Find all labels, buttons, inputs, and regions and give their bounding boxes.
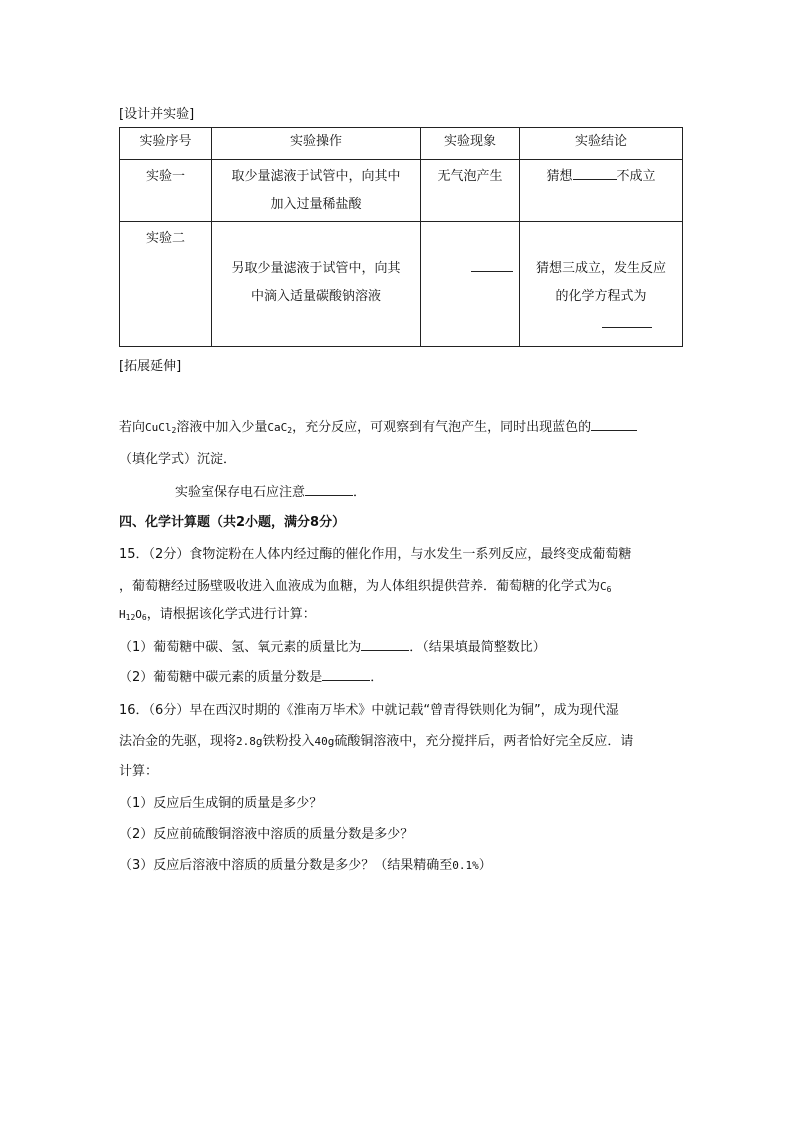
extension-heading: [拓展延伸] <box>119 359 182 374</box>
answer-blank[interactable] <box>471 257 513 272</box>
experiment-phenomenon <box>421 222 520 347</box>
design-heading: [设计并实验] <box>119 107 195 122</box>
q15-line1: 15．（2分）食物淀粉在人体内经过酶的催化作用，与水发生一系列反应，最终变成葡萄糖 <box>119 547 632 562</box>
extension-paragraph: 若向CuCl$_2$溶液中加入少量CaC$_2$，充分反应，可观察到有气泡产生，同时出现蓝色的 <box>119 416 637 435</box>
q16-sub2: （2）反应前硫酸铜溶液中溶质的质量分数是多少？ <box>119 827 414 842</box>
q16-line1: 16．（6分）早在西汉时期的《淮南万毕术》中就记载“曾青得铁则化为铜”，成为现代湿 <box>119 703 619 718</box>
q16-sub3: （3）反应后溶液中溶质的质量分数是多少？（结果精确至0.1%） <box>119 858 492 873</box>
q16-line2: 法冶金的先驱，现将2.8g铁粉投入40g硫酸铜溶液中，充分搅拌后，两者恰好完全反应．请 <box>119 734 634 749</box>
extension-paragraph-line2: （填化学式）沉淀． <box>119 452 237 467</box>
table-header-row <box>120 128 683 160</box>
header-cell: 实验序号 <box>120 128 212 160</box>
header-cell: 实验结论 <box>520 128 683 160</box>
experiment-table <box>119 127 683 347</box>
answer-blank[interactable] <box>305 481 353 496</box>
header-cell: 实验现象 <box>421 128 520 160</box>
experiment-operation: 取少量滤液于试管中，向其中 加入过量稀盐酸 <box>212 160 421 222</box>
answer-blank[interactable] <box>591 416 637 431</box>
experiment-conclusion: 猜想三成立，发生反应 的化学方程式为 <box>520 222 683 347</box>
experiment-conclusion: 猜想 不成立 <box>520 160 683 222</box>
answer-blank[interactable] <box>573 165 617 180</box>
table-row <box>120 160 683 222</box>
q15-line2: ，葡萄糖经过肠壁吸收进入血液成为血糖，为人体组织提供营养．葡萄糖的化学式为$C_6$ <box>119 579 612 594</box>
answer-blank[interactable] <box>602 313 652 328</box>
extension-storage-note: 实验室保存电石应注意 ． <box>175 481 366 500</box>
q15-sub1: （1）葡萄糖中碳、氢、氧元素的质量比为 ．（结果填最简整数比） <box>119 636 546 655</box>
header-cell: 实验操作 <box>212 128 421 160</box>
experiment-id: 实验一 <box>120 160 212 222</box>
experiment-phenomenon: 无气泡产生 <box>421 160 520 222</box>
section-title: 四、化学计算题（共2小题，满分8分） <box>119 515 346 530</box>
experiment-operation: 另取少量滤液于试管中，向其 中滴入适量碳酸钠溶液 <box>212 222 421 347</box>
experiment-id: 实验二 <box>120 222 212 347</box>
q15-sub2: （2）葡萄糖中碳元素的质量分数是 ． <box>119 666 383 685</box>
q15-line3: $H_{12}O_6$，请根据该化学式进行计算： <box>119 607 316 622</box>
answer-blank[interactable] <box>361 636 409 651</box>
answer-blank[interactable] <box>322 666 370 681</box>
table-row <box>120 222 683 347</box>
q16-line3: 计算： <box>119 764 159 779</box>
q16-sub1: （1）反应后生成铜的质量是多少？ <box>119 796 323 811</box>
